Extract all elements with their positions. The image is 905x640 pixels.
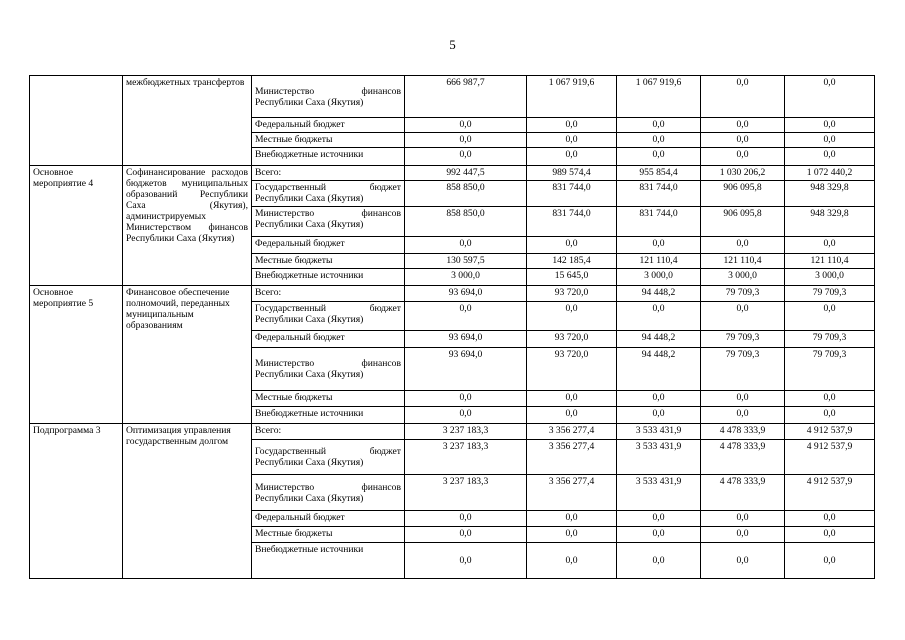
value-cell: 831 744,0 [527,207,617,237]
value-cell: 831 744,0 [527,181,617,207]
page-number: 5 [449,37,456,52]
description-cell: Оптимизация управления государственным долгом [123,424,252,579]
source-cell: Федеральный бюджет [252,331,405,348]
description-cell: Софинансирование расходов бюджетов муниципальных образований Республики Саха (Якутия), администрируемых Министерством финансов Республики Саха (Якутия) [123,166,252,286]
value-cell: 0,0 [785,511,875,527]
value-cell: 0,0 [785,76,875,118]
value-cell: 93 694,0 [405,286,527,302]
value-cell: 3 533 431,9 [617,475,701,511]
value-cell: 955 854,4 [617,166,701,181]
value-cell: 0,0 [617,527,701,543]
value-cell: 989 574,4 [527,166,617,181]
source-cell: Местные бюджеты [252,133,405,148]
value-cell: 0,0 [405,511,527,527]
value-cell: 0,0 [527,511,617,527]
value-cell: 831 744,0 [617,181,701,207]
value-cell: 0,0 [405,302,527,331]
value-cell: 1 067 919,6 [617,76,701,118]
value-cell: 906 095,8 [701,181,785,207]
source-cell: Министерство финансов Республики Саха (Якутия) [252,76,405,118]
value-cell: 0,0 [701,237,785,254]
value-cell: 0,0 [617,133,701,148]
value-cell: 0,0 [405,118,527,133]
value-cell: 94 448,2 [617,286,701,302]
value-cell: 0,0 [785,527,875,543]
table-row [30,286,875,302]
source-cell: Государственный бюджет Республики Саха (Якутия) [252,302,405,331]
value-cell: 79 709,3 [701,348,785,391]
value-cell: 0,0 [617,391,701,407]
value-cell: 79 709,3 [785,331,875,348]
value-cell: 0,0 [785,543,875,579]
value-cell: 93 694,0 [405,348,527,391]
value-cell: 0,0 [405,148,527,166]
table-row [30,76,875,118]
value-cell: 3 237 183,3 [405,475,527,511]
table-row [30,166,875,181]
value-cell: 79 709,3 [701,331,785,348]
value-cell: 0,0 [405,237,527,254]
source-cell: Федеральный бюджет [252,118,405,133]
source-cell: Федеральный бюджет [252,511,405,527]
value-cell: 0,0 [701,407,785,424]
value-cell: 0,0 [527,527,617,543]
description-cell: межбюджетных трансфертов [123,76,252,166]
value-cell: 0,0 [701,133,785,148]
source-cell: Местные бюджеты [252,527,405,543]
value-cell: 0,0 [527,237,617,254]
value-cell: 3 356 277,4 [527,475,617,511]
value-cell: 0,0 [701,527,785,543]
value-cell: 0,0 [701,511,785,527]
value-cell: 3 533 431,9 [617,424,701,440]
value-cell: 3 237 183,3 [405,440,527,475]
value-cell: 0,0 [701,391,785,407]
source-cell: Всего: [252,424,405,440]
value-cell: 79 709,3 [785,286,875,302]
value-cell: 0,0 [785,407,875,424]
source-cell: Всего: [252,286,405,302]
value-cell: 3 533 431,9 [617,440,701,475]
value-cell: 948 329,8 [785,207,875,237]
source-cell: Государственный бюджет Республики Саха (Якутия) [252,440,405,475]
activity-cell: Подпрограмма 3 [30,424,123,579]
value-cell: 0,0 [405,133,527,148]
value-cell: 858 850,0 [405,181,527,207]
value-cell: 3 356 277,4 [527,424,617,440]
value-cell: 4 478 333,9 [701,475,785,511]
source-cell: Внебюджетные источники [252,269,405,286]
value-cell: 93 694,0 [405,331,527,348]
value-cell: 4 912 537,9 [785,440,875,475]
value-cell: 0,0 [701,148,785,166]
value-cell: 0,0 [527,133,617,148]
source-cell: Внебюджетные источники [252,543,405,579]
value-cell: 948 329,8 [785,181,875,207]
activity-cell: Основное мероприятие 5 [30,286,123,424]
value-cell: 0,0 [527,302,617,331]
source-cell: Местные бюджеты [252,391,405,407]
value-cell: 0,0 [617,237,701,254]
value-cell: 0,0 [701,543,785,579]
value-cell: 666 987,7 [405,76,527,118]
value-cell: 0,0 [527,148,617,166]
value-cell: 3 237 183,3 [405,424,527,440]
value-cell: 0,0 [617,407,701,424]
value-cell: 0,0 [701,118,785,133]
source-cell: Министерство финансов Республики Саха (Якутия) [252,348,405,391]
value-cell: 0,0 [785,237,875,254]
value-cell: 4 912 537,9 [785,475,875,511]
value-cell: 831 744,0 [617,207,701,237]
value-cell: 93 720,0 [527,331,617,348]
value-cell: 3 000,0 [405,269,527,286]
value-cell: 3 000,0 [617,269,701,286]
source-cell: Внебюджетные источники [252,407,405,424]
budget-table [29,75,875,579]
value-cell: 3 356 277,4 [527,440,617,475]
value-cell: 4 478 333,9 [701,424,785,440]
value-cell: 121 110,4 [785,254,875,269]
source-cell: Федеральный бюджет [252,237,405,254]
value-cell: 0,0 [785,148,875,166]
value-cell: 15 645,0 [527,269,617,286]
value-cell: 0,0 [785,302,875,331]
value-cell: 0,0 [617,511,701,527]
value-cell: 0,0 [617,148,701,166]
source-cell: Министерство финансов Республики Саха (Якутия) [252,475,405,511]
table-row [30,424,875,440]
value-cell: 0,0 [785,133,875,148]
activity-cell [30,76,123,166]
value-cell: 3 000,0 [701,269,785,286]
value-cell: 79 709,3 [701,286,785,302]
value-cell: 130 597,5 [405,254,527,269]
value-cell: 858 850,0 [405,207,527,237]
value-cell: 1 072 440,2 [785,166,875,181]
value-cell: 3 000,0 [785,269,875,286]
value-cell: 93 720,0 [527,348,617,391]
value-cell: 4 912 537,9 [785,424,875,440]
value-cell: 94 448,2 [617,348,701,391]
source-cell: Государственный бюджет Республики Саха (Якутия) [252,181,405,207]
value-cell: 0,0 [405,543,527,579]
value-cell: 79 709,3 [785,348,875,391]
activity-cell: Основное мероприятие 4 [30,166,123,286]
value-cell: 121 110,4 [701,254,785,269]
value-cell: 0,0 [785,391,875,407]
value-cell: 0,0 [405,407,527,424]
value-cell: 0,0 [527,118,617,133]
value-cell: 1 030 206,2 [701,166,785,181]
value-cell: 0,0 [617,543,701,579]
value-cell: 93 720,0 [527,286,617,302]
value-cell: 121 110,4 [617,254,701,269]
value-cell: 142 185,4 [527,254,617,269]
value-cell: 0,0 [701,76,785,118]
value-cell: 992 447,5 [405,166,527,181]
value-cell: 0,0 [527,543,617,579]
value-cell: 1 067 919,6 [527,76,617,118]
value-cell: 4 478 333,9 [701,440,785,475]
source-cell: Министерство финансов Республики Саха (Якутия) [252,207,405,237]
value-cell: 0,0 [785,118,875,133]
value-cell: 0,0 [701,302,785,331]
value-cell: 0,0 [527,391,617,407]
source-cell: Местные бюджеты [252,254,405,269]
value-cell: 94 448,2 [617,331,701,348]
value-cell: 906 095,8 [701,207,785,237]
value-cell: 0,0 [617,302,701,331]
description-cell: Финансовое обеспечение полномочий, переданных муниципальным образованиям [123,286,252,424]
value-cell: 0,0 [405,391,527,407]
value-cell: 0,0 [617,118,701,133]
source-cell: Всего: [252,166,405,181]
value-cell: 0,0 [527,407,617,424]
source-cell: Внебюджетные источники [252,148,405,166]
value-cell: 0,0 [405,527,527,543]
